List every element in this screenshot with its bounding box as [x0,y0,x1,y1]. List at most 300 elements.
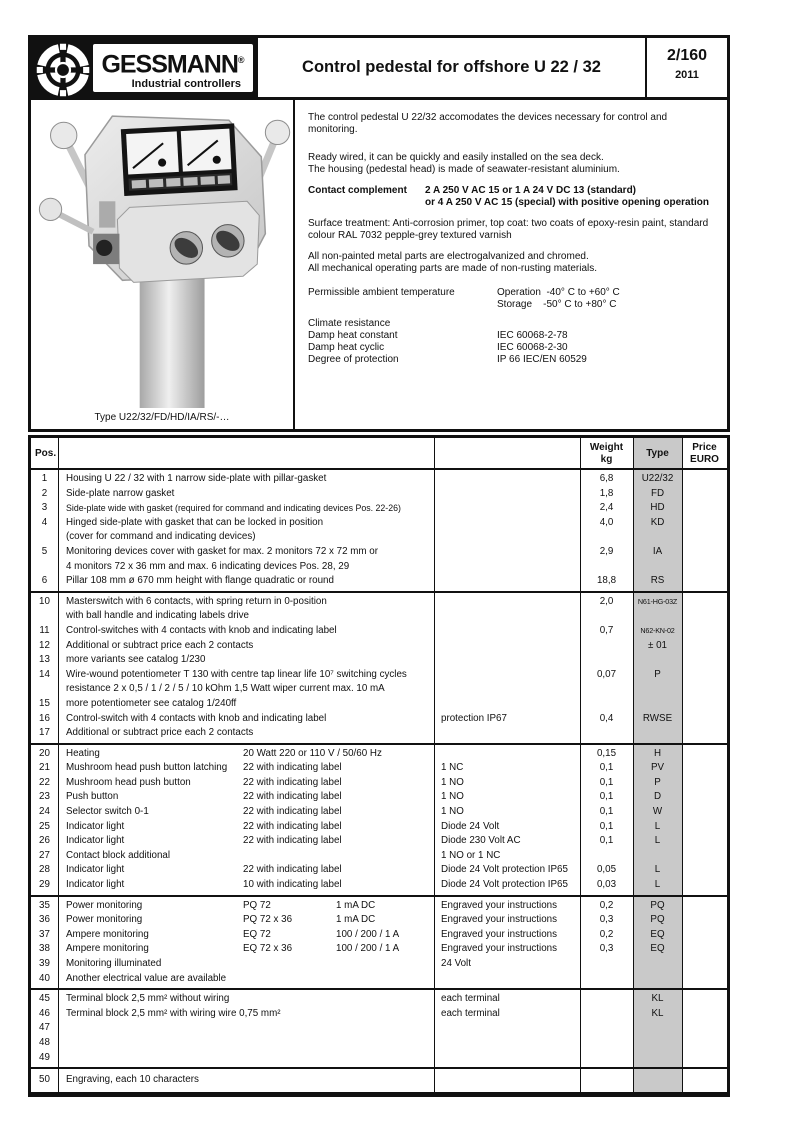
desc-col-3 [336,878,434,893]
cell-weight: 2,9 [599,545,614,557]
cell-type: L [654,835,661,847]
desc-text: more potentiometer see catalog 1/240ff [66,697,237,709]
desc-col-1: Indicator light [66,864,125,876]
desc-text: Side-plate wide with gasket (required for command and indicating devices Pos. 22-26) [66,503,401,514]
cell-type: L [654,879,661,891]
table-row [31,942,727,957]
cell-type: W [652,806,663,818]
cell-pos: 12 [39,639,50,651]
cell-pos: 26 [39,835,50,847]
table-section [31,988,727,1067]
cell-price [682,928,727,943]
spec-label: Damp heat constant [308,330,398,341]
cell-price [682,595,727,610]
table-row [31,776,727,791]
cell-pos: 48 [39,1036,50,1048]
cell-detail [434,545,580,560]
registered-mark: ® [237,55,245,65]
cell-weight: 0,03 [596,879,617,891]
cell-detail [434,1073,580,1088]
cell-description [58,913,434,928]
cell-detail [434,595,580,610]
cell-weight: 0,07 [596,668,617,680]
intro-paragraph: The control pedestal U 22/32 accomodates the devices necessary for control and monitoring. [308,112,668,135]
cell-pos: 1 [41,473,48,484]
cell-price [682,776,727,791]
cell-pos: 21 [39,762,50,774]
cell-detail: Engraved your instructions [441,928,557,940]
cell-pos: 4 [41,516,48,528]
table-row [31,1021,727,1036]
table-row [31,972,727,987]
surface-treatment-paragraph: Surface treatment: Anti-corrosion primer, top coat: two coats of epoxy-resin paint, standard colour RAL 7032 pepple-grey textured varnish [308,218,709,241]
cell-pos: 11 [39,624,50,636]
cell-weight: 0,3 [599,914,614,926]
cell-detail: each terminal [441,993,500,1005]
cell-price [682,878,727,893]
desc-col-3: 100 / 200 / 1 A [336,943,400,955]
cell-type [633,972,682,987]
cell-pos [31,560,58,575]
cell-pos: 10 [39,595,50,607]
col-header-type: Type [646,447,669,459]
table-row [31,992,727,1007]
desc-text: Terminal block 2,5 mm² with wiring wire 0,75 mm² [66,1007,281,1019]
cell-type: PV [650,762,665,774]
cell-weight: 0,1 [599,776,614,788]
cell-price [682,545,727,560]
table-row [31,878,727,893]
cell-detail: Diode 24 Volt protection IP65 [441,879,568,891]
cell-description [58,1051,434,1066]
spec-label: Damp heat cyclic [308,342,385,353]
table-row [31,487,727,502]
contact-complement: Contact complement 2 A 250 V AC 15 or 1 A 24 V DC 13 (standard) or 4 A 250 V AC 15 (special) with positive opening operation [308,185,709,208]
table-row [31,682,727,697]
cell-detail: Diode 24 Volt protection IP65 [441,864,568,876]
desc-col-2: 22 with indicating label [243,806,342,818]
spec-value: Storage -50° C to +80° C [497,299,617,310]
cell-weight: 1,8 [599,487,614,499]
cell-price [682,820,727,835]
cell-type [633,682,682,697]
cell-price [682,1007,727,1022]
cell-description [58,668,434,683]
gessmann-emblem-icon [35,42,91,98]
cell-price [682,913,727,928]
desc-col-2: EQ 72 [243,928,271,940]
product-info-box [28,100,730,432]
brand-wordmark [93,44,253,92]
desc-text: with ball handle and indicating labels drive [66,610,249,622]
cell-detail [434,653,580,668]
cell-detail [434,560,580,575]
cell-price [682,899,727,914]
table-row [31,712,727,727]
photo-caption: Type U22/32/FD/HD/IA/RS/-… [94,412,230,423]
table-row [31,668,727,683]
col-header-description [58,438,434,468]
cell-type [633,560,682,575]
cell-pos: 2 [41,487,48,499]
table-row [31,609,727,624]
desc-col-1: Indicator light [66,835,125,847]
cell-type: H [653,747,662,759]
spec-label [308,299,497,311]
cell-weight: 0,7 [599,624,614,636]
cell-weight [580,560,633,575]
cell-pos: 17 [39,727,50,739]
desc-col-1: Selector switch 0-1 [66,806,149,818]
desc-text: Housing U 22 / 32 with 1 narrow side-plate with pillar-gasket [66,473,327,484]
table-section [31,895,727,989]
cell-description [58,805,434,820]
cell-weight: 0,1 [599,806,614,818]
cell-type: HD [650,502,665,514]
cell-price [682,530,727,545]
cell-price [682,761,727,776]
brand-tagline: Industrial controllers [131,78,241,91]
product-description [295,100,727,429]
cell-type: N62-KN-02 [640,625,675,635]
desc-text: Control-switch with 4 contacts with knob and indicating label [66,712,327,724]
desc-col-2: 22 with indicating label [243,762,342,774]
cell-detail: 1 NO [441,776,464,788]
col-header-mid [434,438,580,468]
cell-description [58,928,434,943]
cell-price [682,668,727,683]
cell-detail [434,697,580,712]
cell-type: PQ [650,899,665,911]
table-row [31,726,727,741]
cell-description [58,560,434,575]
cell-weight [580,992,633,1007]
cell-description [58,899,434,914]
cell-pos [31,530,58,545]
cell-description [58,682,434,697]
cell-description [58,834,434,849]
cell-description [58,574,434,589]
desc-col-1: Mushroom head push button latching [66,762,228,774]
desc-text: Hinged side-plate with gasket that can be locked in position [66,516,324,528]
desc-text: Additional or subtract price each 2 contacts [66,639,254,651]
cell-pos [31,609,58,624]
cell-price [682,639,727,654]
cell-detail: protection IP67 [441,712,507,724]
table-section [31,591,727,743]
cell-weight: 2,0 [599,595,614,607]
cell-description [58,530,434,545]
desc-text: Terminal block 2,5 mm² without wiring [66,993,230,1005]
desc-col-2: 22 with indicating label [243,776,342,788]
desc-col-2: PQ 72 x 36 [243,914,293,926]
desc-text: more variants see catalog 1/230 [66,654,206,666]
cell-price [682,1036,727,1051]
table-row [31,595,727,610]
cell-type: KD [650,516,665,528]
desc-col-1: Power monitoring [66,899,143,911]
table-row [31,530,727,545]
cell-detail: 24 Volt [441,958,471,969]
cell-price [682,560,727,575]
cell-type: RS [650,575,665,587]
table-row [31,1073,727,1088]
cell-pos: 47 [39,1022,50,1034]
cell-description [58,992,434,1007]
cell-price [682,624,727,639]
table-row [31,545,727,560]
desc-text: 4 monitors 72 x 36 mm and max. 6 indicating devices Pos. 28, 29 [66,560,350,572]
cell-detail [434,682,580,697]
cell-weight: 0,1 [599,835,614,847]
cell-pos: 27 [39,849,50,861]
cell-weight [580,972,633,987]
desc-col-2: 22 with indicating label [243,835,342,847]
cell-weight [580,957,633,972]
spec-value: IP 66 IEC/EN 60529 [497,354,587,365]
cell-pos: 16 [39,712,50,724]
page-title: Control pedestal for offshore U 22 / 32 [302,58,601,76]
cell-pos: 3 [41,502,48,514]
page-number: 2/160 [666,47,708,64]
cell-detail: 1 NC [441,762,464,774]
cell-weight: 0,15 [596,747,617,759]
cell-detail: Engraved your instructions [441,899,557,911]
cell-price [682,992,727,1007]
desc-col-2: EQ 72 x 36 [243,943,293,955]
desc-col-3 [336,790,434,805]
cell-price [682,487,727,502]
cell-detail: 1 NO or 1 NC [441,849,501,861]
spec-value: IEC 60068-2-30 [497,342,568,353]
spec-row [308,342,719,354]
cell-detail [434,668,580,683]
desc-col-3 [336,747,434,762]
desc-col-1: Mushroom head push button [66,776,191,788]
table-section [31,470,727,591]
cell-pos: 46 [39,1007,50,1019]
cell-price [682,501,727,516]
cell-type: L [654,820,661,832]
cell-description [58,653,434,668]
cell-type [633,1036,682,1051]
cell-type [633,726,682,741]
table-row [31,1051,727,1066]
cell-detail: each terminal [441,1007,500,1019]
cell-description [58,726,434,741]
cell-description [58,609,434,624]
cell-description [58,942,434,957]
cell-pos: 5 [41,545,48,557]
cell-weight [580,1021,633,1036]
cell-detail [434,574,580,589]
cell-pos: 23 [39,791,50,803]
cell-price [682,942,727,957]
table-row [31,653,727,668]
col-header-price: Price EURO [690,442,719,465]
desc-text: Contact block additional [66,849,171,861]
cell-pos: 37 [39,928,50,940]
table-body [31,470,727,1092]
cell-weight: 0,05 [596,864,617,876]
cell-description [58,516,434,531]
table-row [31,639,727,654]
cell-type [633,1073,682,1088]
desc-col-1: Heating [66,747,100,759]
cell-weight [580,849,633,864]
cell-detail [434,1036,580,1051]
cell-weight [580,697,633,712]
cell-price [682,834,727,849]
cell-description [58,624,434,639]
cell-pos: 28 [39,864,50,876]
cell-detail [434,472,580,487]
cell-pos: 38 [39,943,50,955]
spec-label: Permissible ambient temperature [308,287,455,298]
desc-col-3 [336,834,434,849]
cell-pos: 45 [39,993,50,1005]
desc-col-2: 10 with indicating label [243,879,342,891]
spec-row [308,330,719,342]
cell-price [682,1051,727,1066]
cell-pos: 35 [39,899,50,911]
cell-weight [580,682,633,697]
cell-pos: 24 [39,806,50,818]
desc-col-3: 100 / 200 / 1 A [336,928,400,940]
desc-text: Additional or subtract price each 2 contacts [66,727,254,739]
spec-row [308,318,719,330]
spec-label: Climate resistance [308,318,391,329]
table-row [31,913,727,928]
cell-weight: 2,4 [599,502,614,514]
cell-type: IA [652,545,663,557]
table-row [31,501,727,516]
cell-detail [434,516,580,531]
cell-weight [580,530,633,545]
cell-pos: 25 [39,820,50,832]
cell-detail [434,530,580,545]
cell-price [682,863,727,878]
spec-row [308,287,719,299]
table-row [31,747,727,762]
cell-weight: 6,8 [599,473,614,484]
desc-col-1: Push button [66,791,119,803]
cell-weight [580,1007,633,1022]
cell-type: ± 01 [648,639,667,651]
page-header [28,35,730,100]
desc-col-1: Ampere monitoring [66,928,149,940]
desc-text: resistance 2 x 0,5 / 1 / 2 / 5 / 10 kOhm 1,5 Watt wiper current max. 10 mA [66,683,385,695]
cell-type: EQ [650,943,665,955]
cell-description [58,747,434,762]
cell-pos: 29 [39,879,50,891]
table-row [31,761,727,776]
cell-weight [580,609,633,624]
cell-detail: Engraved your instructions [441,914,557,926]
cell-type: P [654,776,661,788]
desc-col-2: 20 Watt 220 or 110 V / 50/60 Hz [243,747,382,759]
cell-description [58,761,434,776]
materials-paragraph: All non-painted metal parts are electrogalvanized and chromed. All mechanical operating parts are made of non-rusting materials. [308,251,598,274]
spec-list [308,287,719,366]
cell-type: KL [651,1007,664,1019]
cell-detail: Engraved your instructions [441,943,557,955]
cell-description [58,545,434,560]
cell-pos: 15 [39,697,50,709]
cell-type: EQ [650,928,665,940]
cell-type [633,530,682,545]
cell-detail [434,747,580,762]
table-row [31,899,727,914]
cell-description [58,1073,434,1088]
cell-pos: 40 [39,972,50,984]
cell-weight: 0,1 [599,791,614,803]
spec-row [308,354,719,366]
cell-description [58,697,434,712]
cell-weight: 18,8 [596,575,617,587]
cell-weight [580,1051,633,1066]
brand-name: GESSMANN® [101,50,245,79]
cell-price [682,682,727,697]
cell-weight: 0,2 [599,928,614,940]
cell-detail [434,501,580,516]
cell-pos: 22 [39,776,50,788]
cell-weight [580,1036,633,1051]
desc-col-3 [336,820,434,835]
desc-col-1: Ampere monitoring [66,943,149,955]
cell-pos: 13 [39,654,50,666]
cell-description [58,878,434,893]
cell-pos: 14 [39,668,50,680]
pedestal-photo [35,104,291,408]
cell-weight [580,653,633,668]
cell-description [58,972,434,987]
cell-weight: 0,1 [599,820,614,832]
spec-row [308,299,719,311]
cell-detail [434,624,580,639]
cell-price [682,790,727,805]
cell-price [682,574,727,589]
desc-text: Pillar 108 mm ø 670 mm height with flange quadratic or round [66,575,334,587]
cell-description [58,849,434,864]
cell-type [633,1051,682,1066]
desc-col-1: Indicator light [66,879,125,891]
table-row [31,834,727,849]
cell-type: PQ [650,914,665,926]
cell-detail [434,1051,580,1066]
desc-col-1: Power monitoring [66,914,143,926]
cell-weight: 0,1 [599,762,614,774]
spec-value: Operation -40° C to +60° C [497,287,620,298]
desc-col-2: 22 with indicating label [243,820,342,832]
desc-text: Masterswitch with 6 contacts, with spring return in 0-position [66,595,327,607]
table-row [31,560,727,575]
cell-detail: 1 NO [441,791,464,803]
intro-paragraph: Ready wired, it can be quickly and easily installed on the sea deck. The housing (pedestal head) is made of seawater-resistant aluminium. [308,152,620,175]
cell-description [58,1021,434,1036]
cell-price [682,609,727,624]
catalog-year: 2011 [675,69,699,81]
cell-type: P [654,668,661,680]
cell-detail [434,609,580,624]
desc-col-3 [336,761,434,776]
table-row [31,1036,727,1051]
cell-price [682,653,727,668]
desc-text: (cover for command and indicating devices) [66,531,256,543]
cell-detail [434,487,580,502]
table-row [31,790,727,805]
desc-col-3 [336,776,434,791]
